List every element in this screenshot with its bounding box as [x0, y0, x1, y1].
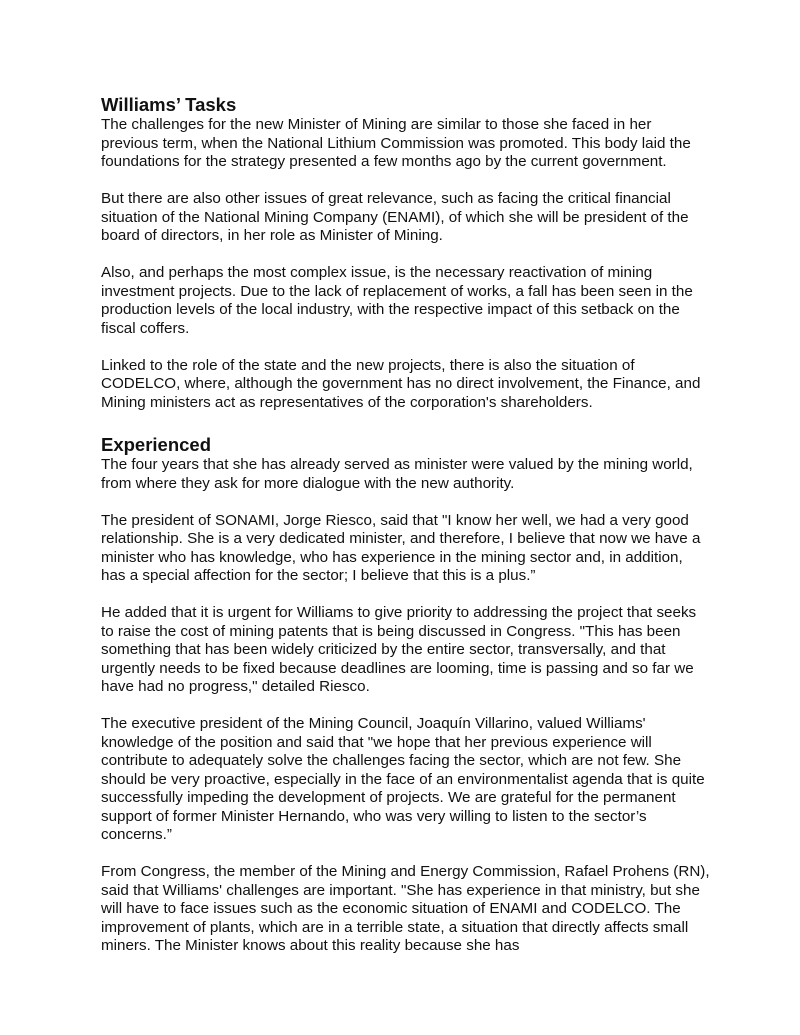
paragraph: Also, and perhaps the most complex issue, is the necessary reactivation of mining investment projects. Due to the lack of replacement of works, a fall has been seen in the production levels of the local industry, with the respective impact of this setback on the fiscal coffers.: [101, 264, 693, 337]
paragraph: The challenges for the new Minister of Mining are similar to those she faced in her previous term, when the National Lithium Commission was promoted. This body laid the foundations for the strategy presented a few months ago by the current government.: [101, 116, 691, 170]
paragraph: But there are also other issues of great relevance, such as facing the critical financial situation of the National Mining Company (ENAMI), of which she will be president of the board of directors, in her role as Minister of Mining.: [101, 190, 689, 244]
paragraph: The executive president of the Mining Council, Joaquín Villarino, valued Williams' knowledge of the position and said that "we hope that her previous experience will contribute to adequately solve the challenges facing the sector, which are not few. She should be very proactive, especially in the face of an environmentalist agenda that is quite successfully impeding the development of projects. We are grateful for the permanent support of former Minister Hernando, who was very willing to listen to the sector’s concerns.”: [101, 715, 705, 843]
paragraph: The president of SONAMI, Jorge Riesco, said that "I know her well, we had a very good relationship. She is a very dedicated minister, and therefore, I believe that now we have a minister who has knowledge, who has experience in the mining sector and, in addition, has a special affection for the sector; I believe that this is a plus.”: [101, 511, 701, 584]
section-heading-experienced: Experienced: [101, 434, 212, 455]
document-page: [101, 94, 711, 956]
paragraph: Linked to the role of the state and the new projects, there is also the situation of CODELCO, where, although the government has no direct involvement, the Finance, and Mining ministers act as representatives of the corporation's shareholders.: [101, 356, 701, 411]
paragraph: He added that it is urgent for Williams to give priority to addressing the project that seeks to raise the cost of mining patents that is being discussed in Congress. "This has been something that has been widely criticized by the entire sector, transversally, and that urgently needs to be fixed because deadlines are looming, time is passing and so far we have had no progress," detailed Riesco.: [101, 604, 697, 695]
paragraph: The four years that she has already served as minister were valued by the mining world, from where they ask for more dialogue with the new authority.: [101, 456, 693, 492]
paragraph: From Congress, the member of the Mining and Energy Commission, Rafael Prohens (RN), said that Williams' challenges are important. "She has experience in that ministry, but she will have to face issues such as the economic situation of ENAMI and CODELCO. The improvement of plants, which are in a terrible state, a situation that directly affects small miners. The Minister knows about this reality because she has: [101, 863, 710, 954]
section-heading-williams-tasks: Williams’ Tasks: [101, 94, 237, 115]
